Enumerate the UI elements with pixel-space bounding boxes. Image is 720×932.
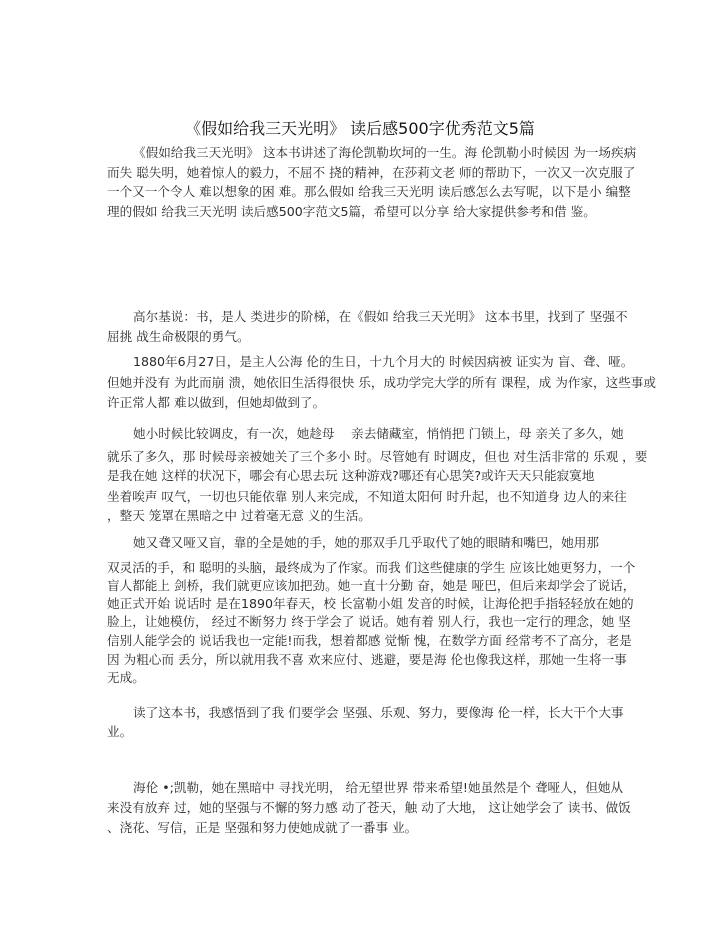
- text-line: 而失 聪失明，她着惊人的毅力，不屈不 挠的精神，在莎莉文老 师的帮助下，一次又一次克服了: [107, 165, 636, 180]
- text-line: 盲人都能上 剑桥，我们就更应该加把劲。她一直十分勤 奋，她是 哑巴，但后来却学会了说话，: [107, 578, 636, 593]
- text-line: 脸上，让她模仿， 经过不断努力 终于学会了 说话。她有着 别人行，我也一定行的理念，她 坚: [107, 614, 631, 629]
- text-line: 来没有放弃 过，她的坚强与不懈的努力感 动了苍天，触 动了大地， 这让她学会了 读书、做饭: [107, 800, 631, 815]
- text-line: 坐着唉声 叹气，一切也只能依靠 别人来完成，不知道太阳何 时升起，也不知道身 边人的来往: [107, 489, 627, 504]
- text-line: 屈挑 战生命极限的勇气。: [107, 329, 250, 344]
- text-line: 她小时候比较调皮，有一次，她趁母 亲去储藏室，悄悄把 门锁上，母 亲关了多久，她: [133, 426, 624, 441]
- text-line: 、浇花、写信，正是 坚强和努力使她成就了一番事 业。: [107, 820, 418, 835]
- text-line: 高尔基说：书，是人 类进步的阶梯，在《假如 给我三天光明》 这本书里，找到了 坚强不: [133, 309, 628, 324]
- text-line: 她正式开始 说话时 是在1890年春天，校 长富勒小姐 发音的时候，让海伦把手指轻轻放在她的: [107, 596, 634, 611]
- text-line: 业。: [107, 724, 133, 739]
- text-line: 海伦 •;凯勒，她在黑暗中 寻找光明， 给无望世界 带来希望!她虽然是个 聋哑人，但她从: [133, 780, 624, 795]
- text-line: 无成。: [107, 670, 145, 685]
- text-line: 就乐了多久，那 时候母亲被她关了三个多小 时。尽管她有 时调皮，但也 对生活非常的 乐观 ，要: [107, 449, 648, 464]
- text-line: 理的假如 给我三天光明 读后感500字范文5篇，希望可以分享 给大家提供参考和借 鉴。: [107, 204, 596, 219]
- text-line: 信别人能学会的 说话我也一定能!而我，想着都感 觉惭 愧，在数学方面 经常考不了高分，老是: [107, 633, 632, 648]
- text-line: 1880年6月27日，是主人公海 伦的生日，十九个月大的 时候因病被 证实为 盲、聋、哑。: [133, 354, 634, 369]
- text-line: 双灵活的手，和 聪明的头脑，最终成为了作家。而我 们这些健康的学生 应该比她更努力，一个: [107, 560, 636, 575]
- text-line: 因 为粗心而 丢分，所以就用我不喜 欢来应付、逃避，要是海 伦也像我这样，那她一生将一事: [107, 652, 627, 667]
- text-line: 她又聋又哑又盲，靠的全是她的手，她的那双手几乎取代了她的眼睛和嘴巴，她用那: [133, 535, 599, 550]
- page-title: 《假如给我三天光明》 读后感500字优秀范文5篇: [185, 119, 535, 138]
- text-line: 是我在她 这样的状况下，哪会有心思去玩 这种游戏?哪还有心思笑?或许天天只能寂寞地: [107, 468, 595, 483]
- text-line: ，整天 笼罩在黑暗之中 过着毫无意 义的生活。: [107, 508, 371, 523]
- text-line: 一个又一个令人 难以想象的困 难。那么假如 给我三天光明 读后感怎么去写呢，以下是小 编整: [107, 184, 631, 199]
- text-line: 读了这本书，我感悟到了我 们要学会 坚强、乐观、努力，要像海 伦一样，长大干个大事: [133, 705, 624, 720]
- text-line: 但她并没有 为此而崩 溃，她依旧生活得很快 乐，成功学完大学的所有 课程，成 为作家，这些事或: [107, 375, 656, 390]
- text-line: 许正常人都 难以做到，但她却做到了。: [107, 395, 326, 410]
- text-line: 《假如给我三天光明》 这本书讲述了海伦凯勒坎坷的一生。海 伦凯勒小时候因 为一场疾病: [133, 145, 637, 160]
